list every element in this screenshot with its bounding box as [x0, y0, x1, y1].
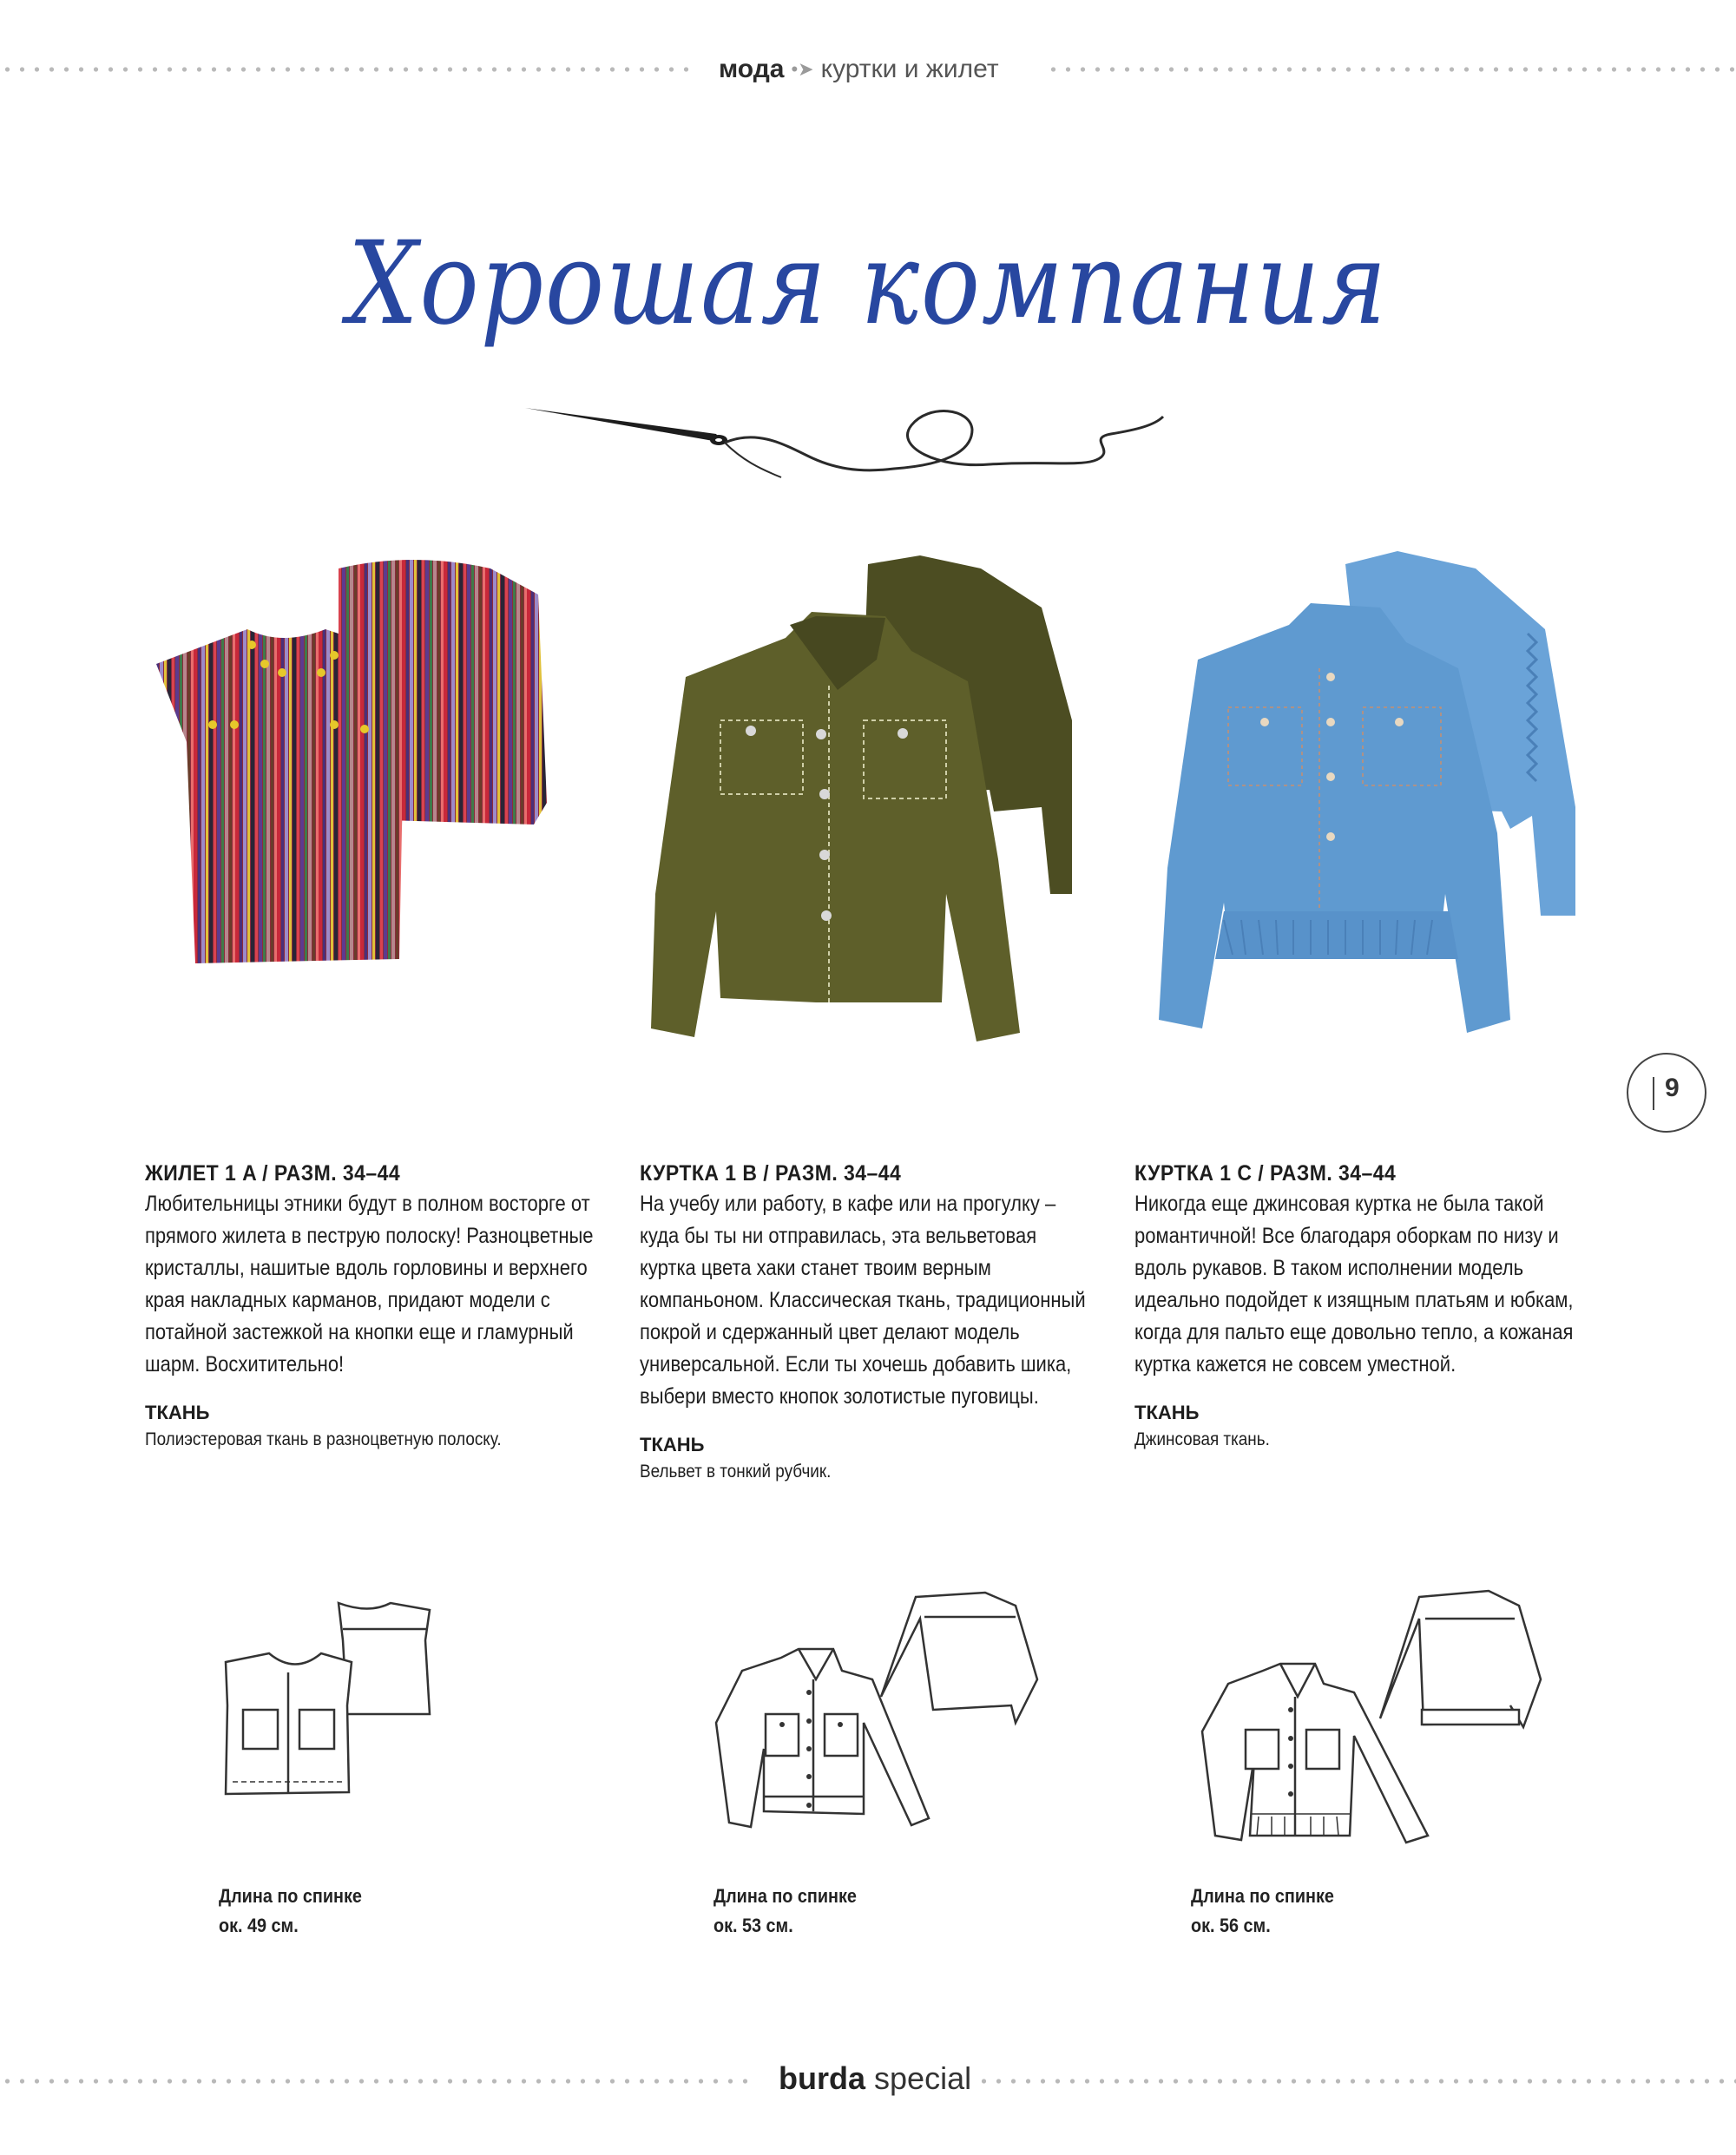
- breadcrumb: [719, 52, 999, 87]
- model-1c-description: [1134, 1159, 1586, 1454]
- fabric-text: Полиэстеровая ткань в разноцветную полоску.: [145, 1429, 502, 1449]
- vest-technical-drawing: [208, 1593, 469, 1801]
- fabric-label: ТКАНЬ: [640, 1434, 705, 1455]
- back-length-1c: [1191, 1882, 1334, 1941]
- brand-light: special: [874, 2060, 972, 2096]
- model-heading: КУРТКА 1 B / РАЗМ. 34–44: [640, 1161, 902, 1186]
- model-text: На учебу или работу, в кафе или на прогулку – куда бы ты ни отправилась, эта вельветовая куртка цвета хаки станет твоим верным компаньоном. Классическая ткань, традиционный покрой и сдержанный цвет делают модель универсальной. Если ты хочешь добавить шика, выбери вместо кнопок золотистые пуговицы.: [640, 1192, 1086, 1409]
- model-text: Никогда еще джинсовая куртка не была такой романтичной! Все благодаря оборкам по низу и вдоль рукавов. В таком исполнении модель идеально подойдет к изящным платьям и юбкам, когда для пальто еще довольно тепло, а кожаная куртка кажется не совсем уместной.: [1134, 1192, 1574, 1376]
- dotted-rule-right: [976, 2079, 1736, 2084]
- back-length-value: ок. 49 см.: [219, 1915, 299, 1936]
- back-length-1a: [219, 1882, 362, 1941]
- striped-vest-photo: [152, 542, 638, 1041]
- jacket-1b-technical-drawing: [703, 1584, 1042, 1844]
- khaki-corduroy-jacket-photo: [634, 547, 1085, 1068]
- jacket-1c-technical-drawing: [1189, 1584, 1545, 1844]
- back-length-label: Длина по спинке: [713, 1885, 857, 1907]
- model-heading: КУРТКА 1 C / РАЗМ. 34–44: [1134, 1161, 1397, 1186]
- dotted-rule-left: [0, 2079, 755, 2084]
- arrow-right-icon: •➤: [791, 58, 814, 80]
- page-title: Хорошая компания: [347, 217, 1389, 351]
- breadcrumb-section: мода: [719, 55, 785, 83]
- model-text: Любительницы этники будут в полном восторге от прямого жилета в пеструю полоску! Разноцветные кристаллы, нашитые вдоль горловины и верхнего края накладных карманов, придают модели с потайной застежкой на кнопки еще и гламурный шарм. Восхитительно!: [145, 1192, 594, 1376]
- back-length-value: ок. 56 см.: [1191, 1915, 1271, 1936]
- fabric-label: ТКАНЬ: [145, 1402, 210, 1423]
- page-number-divider: [1653, 1077, 1654, 1110]
- model-1a-description: [145, 1159, 596, 1454]
- brand-logo: [779, 2061, 971, 2096]
- fabric-label: ТКАНЬ: [1134, 1402, 1200, 1423]
- page-header: [0, 52, 1736, 87]
- page-number: 9: [1665, 1074, 1680, 1102]
- needle-and-thread-icon: [521, 395, 1250, 490]
- page-number-badge: [1627, 1053, 1706, 1133]
- dotted-rule-left: [0, 67, 694, 72]
- fabric-text: Джинсовая ткань.: [1134, 1429, 1270, 1449]
- back-length-label: Длина по спинке: [219, 1885, 362, 1907]
- back-length-value: ок. 53 см.: [713, 1915, 793, 1936]
- fabric-text: Вельвет в тонкий рубчик.: [640, 1462, 832, 1482]
- brand-bold: burda: [779, 2060, 866, 2096]
- dotted-rule-right: [1046, 67, 1736, 72]
- page-footer: [0, 2061, 1736, 2096]
- breadcrumb-subsection: куртки и жилет: [820, 55, 999, 83]
- model-1b-description: [640, 1159, 1091, 1486]
- back-length-label: Длина по спинке: [1191, 1885, 1334, 1907]
- denim-ruffle-jacket-photo: [1146, 547, 1580, 1068]
- back-length-1b: [713, 1882, 857, 1941]
- model-heading: ЖИЛЕТ 1 A / РАЗМ. 34–44: [145, 1161, 401, 1186]
